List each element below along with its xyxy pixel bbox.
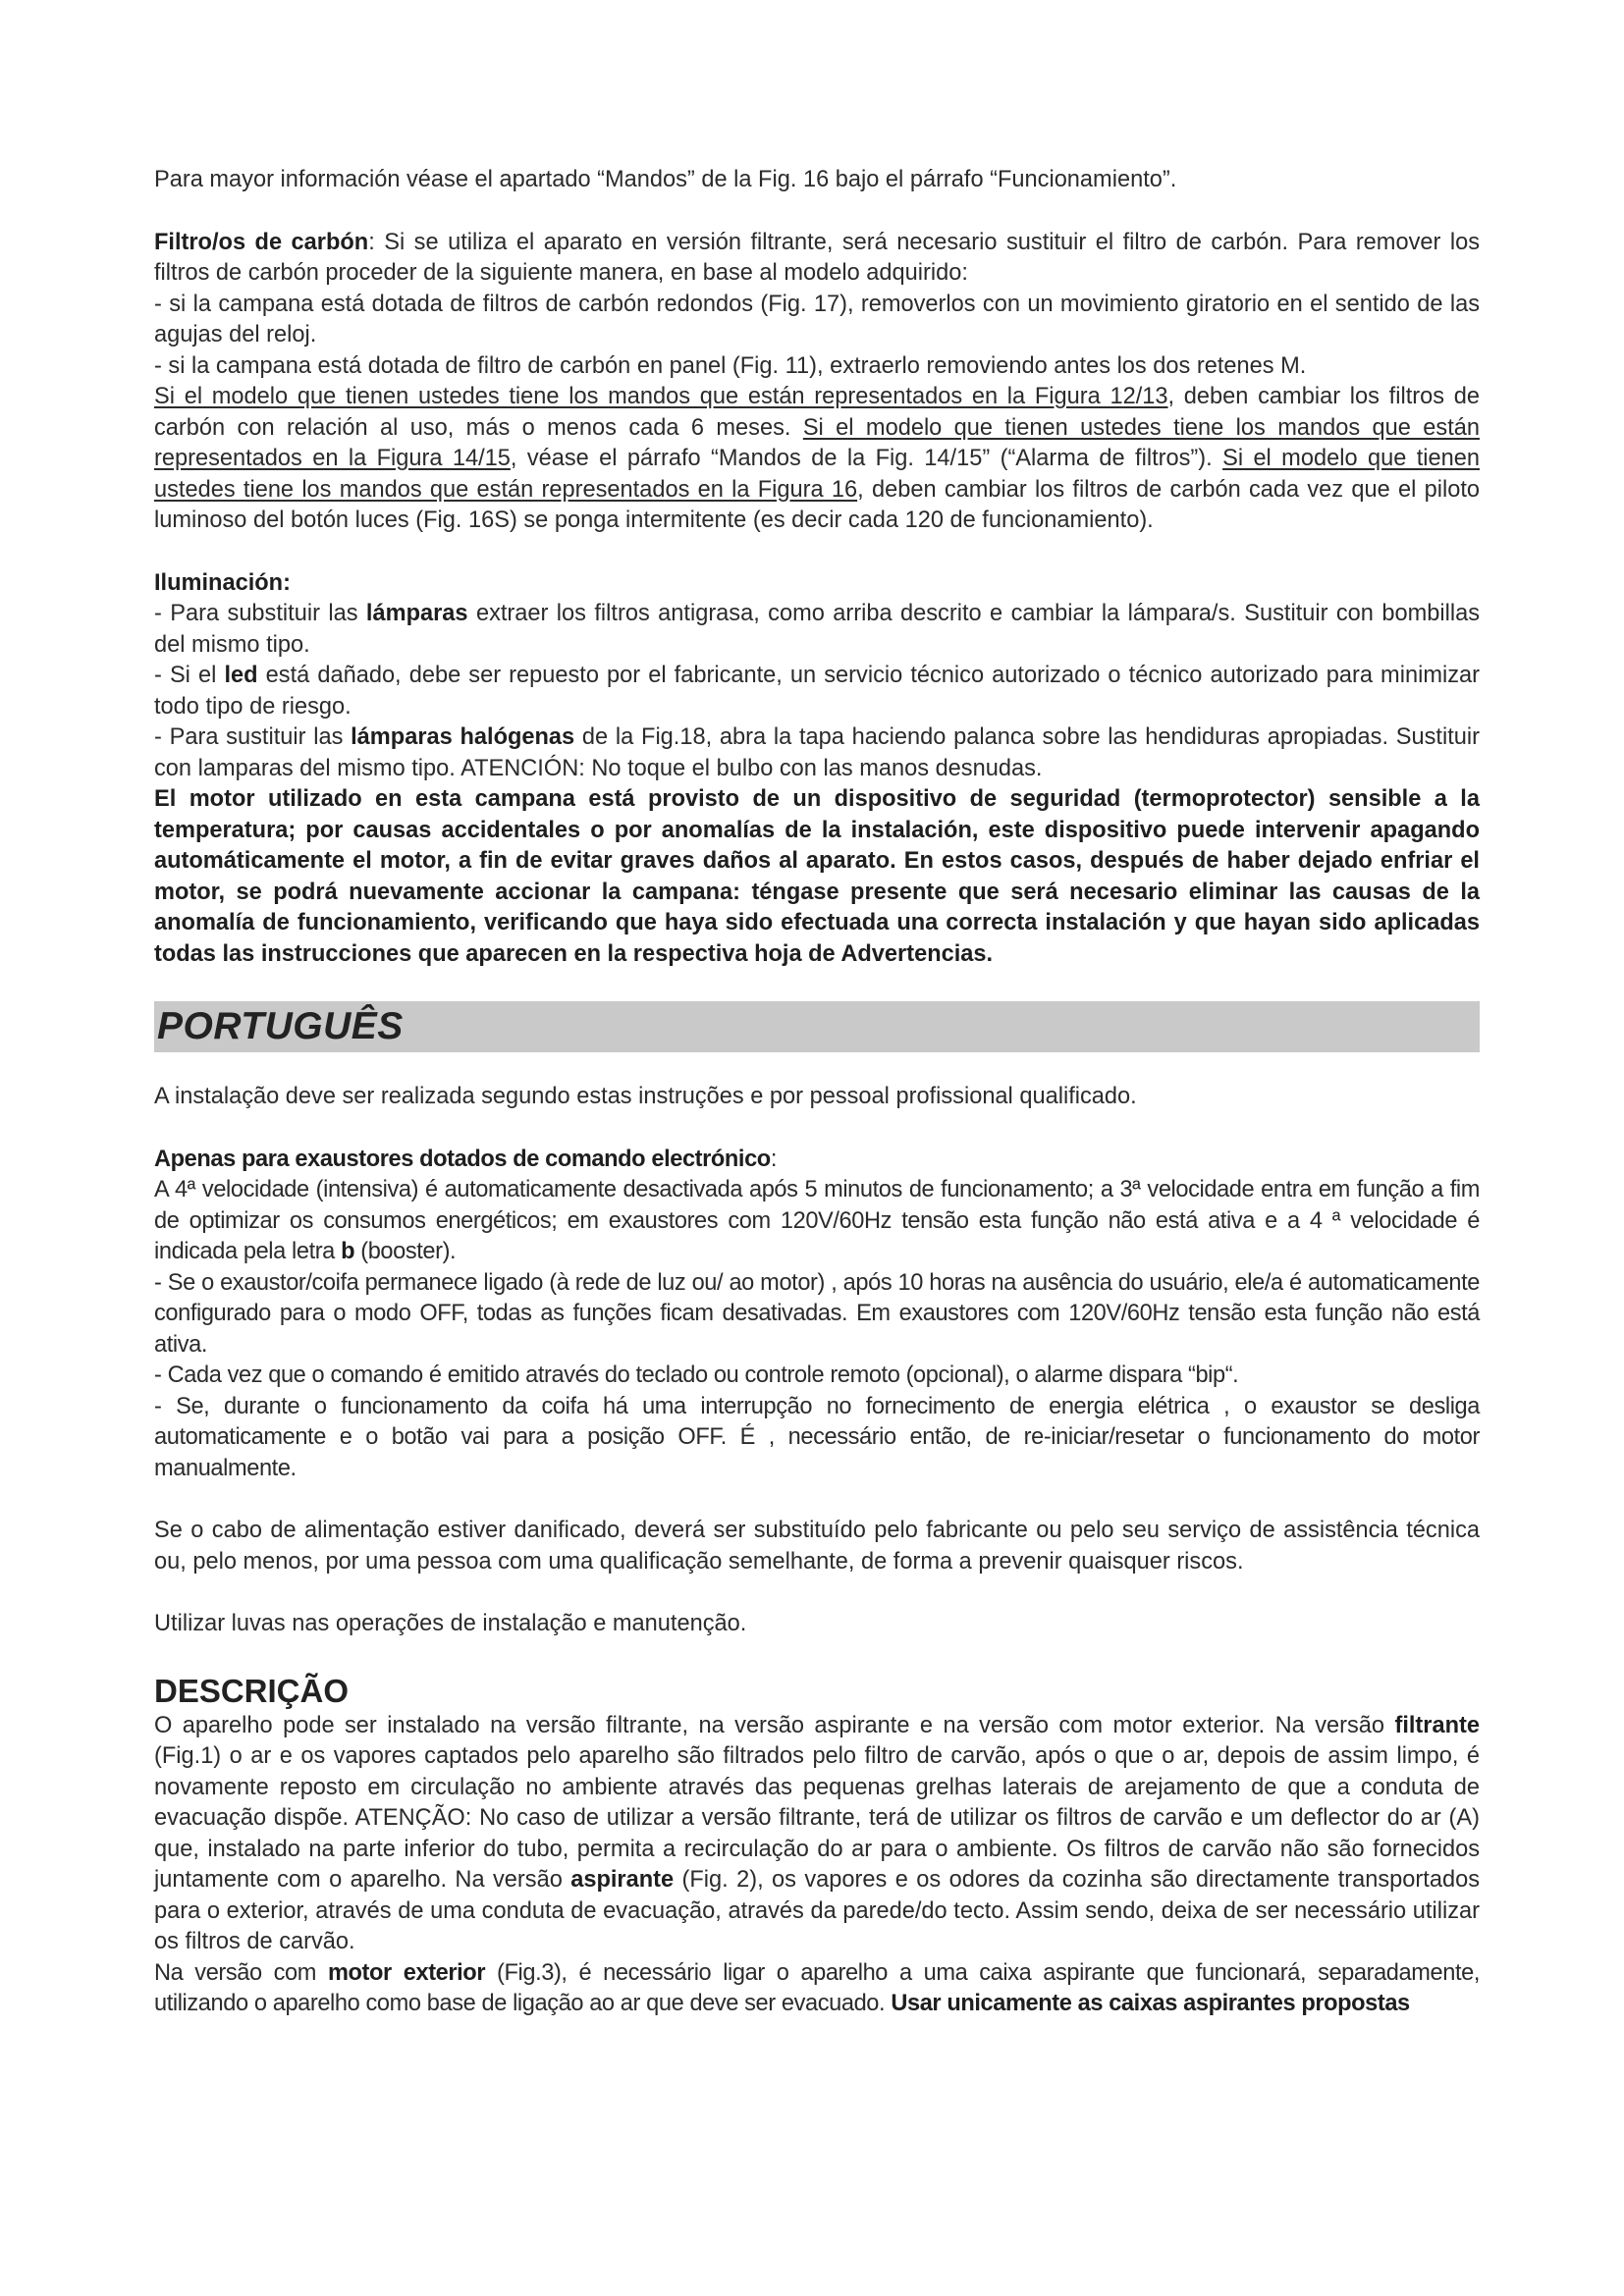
pt-electronic-heading: Apenas para exaustores dotados de comando electrónico: (154, 1146, 777, 1172)
pt-install-paragraph: A instalação deve ser realizada segundo estas instruções e por pessoal profissional qualificado. (154, 1084, 1137, 1109)
es-lighting-lamps: - Para substituir las lámparas extraer los filtros antigrasa, como arriba descrito e cambiar la lámpara/s. Sustituir con bombillas del mismo tipo. (154, 601, 1480, 658)
portuguese-banner-title: PORTUGUÊS (157, 1005, 404, 1048)
underlined-model-16: Si el modelo que tienen ustedes tiene los mandos que están representados en la Figura 16 (154, 446, 1480, 503)
pt-description-title: DESCRIÇÃO (154, 1672, 350, 1709)
pt-gloves-paragraph: Utilizar luvas nas operações de instalação e manutenção. (154, 1611, 747, 1636)
underlined-model-14-15: Si el modelo que tienen ustedes tiene los mandos que están representados en la Figura 14/15 (154, 414, 1480, 471)
es-lighting-led: - Si el led está dañado, debe ser repuesto por el fabricante, un servicio técnico autorizado o técnico autorizado para minimizar todo tipo de riesgo. (154, 663, 1480, 720)
portuguese-section-banner (154, 1001, 1480, 1052)
pt-electronic-off-mode: - Se o exaustor/coifa permanece ligado (à rede de luz ou/ ao motor) , após 10 horas na ausência do usuário, ele/a é automaticamente configurado para o modo OFF, todas as funções ficam desativadas. Em exaustores com 120V/60Hz tensão esta função não está ativa. (154, 1269, 1480, 1358)
pt-cable-paragraph: Se o cabo de alimentação estiver danificado, deverá ser substituído pelo fabricante ou pelo seu serviço de assistência técnica ou, pelo menos, por uma pessoa com uma qualificação semelhante, de forma a prevenir quaisquer riscos. (154, 1518, 1480, 1575)
es-lighting-halogen: - Para sustituir las lámparas halógenas de la Fig.18, abra la tapa haciendo palanca sobre las hendiduras apropiadas. Sustituir con lamparas del mismo tipo. ATENCIÓN: No toque el bulbo con las manos desnudas. (154, 724, 1480, 781)
es-lighting-heading: Iluminación: (154, 569, 291, 596)
es-motor-warning: El motor utilizado en esta campana está provisto de un dispositivo de seguridad (termoprotector) sensible a la temperatura; por causas accidentales o por anomalías de la instalación, este dispositivo puede intervenir apagando automáticamente el motor, a fin de evitar graves daños al aparato. En estos casos, después de haber dejado enfriar el motor, se podrá nuevamente accionar la campana: téngase presente que será necesario eliminar las causas de la anomalía de funcionamiento, verificando que haya sido efectuada una correcta instalación y que hayan sido aplicadas todas las instrucciones que aparecen en la respectiva hoja de Advertencias. (154, 786, 1480, 967)
es-carbon-round-filters: - si la campana está dotada de filtros de carbón redondos (Fig. 17), removerlos con un movimiento giratorio en el sentido de las agujas del reloj. (154, 291, 1480, 347)
es-carbon-filter-paragraph: Filtro/os de carbón: Si se utiliza el aparato en versión filtrante, será necesario sustituir el filtro de carbón. Para remover los filtros de carbón proceder de la siguiente manera, en base al modelo adquirido: (154, 229, 1480, 286)
pt-electronic-power-cut: - Se, durante o funcionamento da coifa há uma interrupção no fornecimento de energia elétrica , o exaustor se desliga automaticamente e o botão vai para a posição OFF. É , necessário então, de re-iniciar/resetar o funcionamento do motor manualmente. (154, 1393, 1480, 1481)
pt-electronic-speed: A 4ª velocidade (intensiva) é automaticamente desactivada após 5 minutos de funcionamento; a 3ª velocidade entra em função a fim de optimizar os consumos energéticos; em exaustores com 120V/60Hz tensão esta função não está ativa e a 4 ª velocidade é indicada pela letra b (booster). (154, 1177, 1480, 1264)
es-intro-paragraph: Para mayor información véase el apartado “Mandos” de la Fig. 16 bajo el párrafo “Funcionamiento”. (154, 167, 1177, 192)
pt-electronic-beep: - Cada vez que o comando é emitido através do teclado ou controle remoto (opcional), o alarme dispara “bip“. (154, 1362, 1239, 1388)
underlined-model-12-13: Si el modelo que tienen ustedes tiene los mandos que están representados en la Figura 12/13 (154, 384, 1168, 409)
es-carbon-models-paragraph: Si el modelo que tienen ustedes tiene los mandos que están representados en la Figura 12/13, deben cambiar los filtros de carbón con relación al uso, más o menos cada 6 meses. Si el modelo que tienen ustedes tiene los mandos que están representados en la Figura 14/15, véase el párrafo “Mandos de la Fig. 14/15” (“Alarma de filtros”). Si el modelo que tienen ustedes tiene los mandos que están representados en la Figura 16, deben cambiar los filtros de carbón cada vez que el piloto luminoso del botón luces (Fig. 16S) se ponga intermitente (es decir cada 120 de funcionamiento). (154, 384, 1480, 533)
pt-external-motor-paragraph: Na versão com motor exterior (Fig.3), é necessário ligar o aparelho a uma caixa aspirante que funcionará, separadamente, utilizando o aparelho como base de ligação ao ar que deve ser evacuado. Usar unicamente as caixas aspirantes propostas (154, 1959, 1480, 2016)
carbon-filter-label: Filtro/os de carbón (154, 229, 369, 255)
pt-description-paragraph: O aparelho pode ser instalado na versão filtrante, na versão aspirante e na versão com motor exterior. Na versão filtrante (Fig.1) o ar e os vapores captados pelo aparelho são filtrados pelo filtro de carvão, após o que o ar, depois de assim limpo, é novamente reposto em circulação no ambiente através das pequenas grelhas laterais de arejamento de que a conduta de evacuação dispõe. ATENÇÃO: No caso de utilizar a versão filtrante, terá de utilizar os filtros de carvão e um deflector do ar (A) que, instalado na parte inferior do tubo, permita a recirculação do ar para o ambiente. Os filtros de carvão não são fornecidos juntamente com o aparelho. Na versão aspirante (Fig. 2), os vapores e os odores da cozinha são directamente transportados para o exterior, através de uma conduta de evacuação, através da parede/do tecto. Assim sendo, deixa de ser necessário utilizar os filtros de carvão. (154, 1712, 1480, 1954)
es-carbon-panel-filter: - si la campana está dotada de filtro de carbón en panel (Fig. 11), extraerlo removiendo antes los dos retenes M. (154, 352, 1307, 379)
document-page (154, 165, 1480, 2020)
